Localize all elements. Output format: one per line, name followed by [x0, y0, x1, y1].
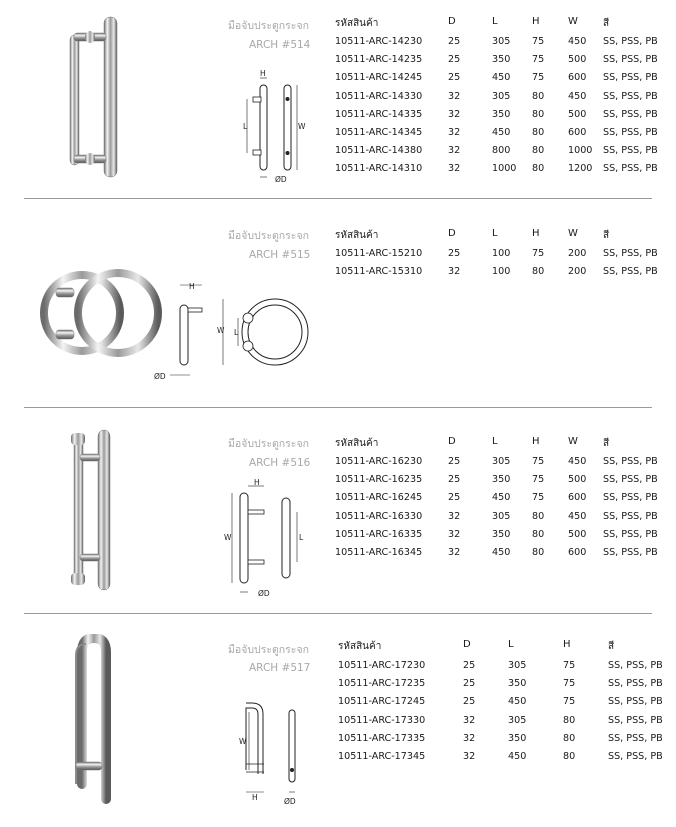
cell-h: 80 — [532, 510, 545, 522]
cell-color: SS, PSS, PB — [603, 145, 658, 157]
cell-color: SS, PSS, PB — [603, 90, 658, 102]
cell-color: SS, PSS, PB — [608, 714, 663, 726]
cell-w: 450 — [568, 510, 587, 522]
cell-code: 10511-ARC-14235 — [335, 54, 423, 66]
cell-l: 450 — [492, 127, 511, 138]
column-header: W — [568, 228, 578, 239]
product-model-name: ARCH #515 — [249, 249, 311, 261]
column-header: H — [563, 639, 571, 650]
cell-code: 10511-ARC-17235 — [338, 678, 426, 690]
cell-l: 800 — [492, 145, 511, 157]
cell-d: 25 — [448, 456, 461, 467]
product-category-title: มือจับประตูกระจก — [228, 20, 309, 32]
column-header: สี — [603, 438, 610, 449]
cell-w: 450 — [568, 36, 587, 47]
cell-h: 80 — [532, 108, 545, 120]
cell-d: 32 — [463, 751, 476, 762]
cell-color: SS, PSS, PB — [603, 36, 658, 47]
cell-color: SS, PSS, PB — [608, 660, 663, 671]
cell-d: 32 — [448, 547, 461, 558]
cell-code: 10511-ARC-16335 — [335, 528, 423, 540]
section-divider — [24, 198, 652, 199]
cell-color: SS, PSS, PB — [603, 510, 658, 522]
cell-w: 450 — [568, 90, 587, 102]
dimension-diagram-arch-517 — [232, 700, 312, 810]
cell-h: 80 — [532, 528, 545, 540]
cell-d: 25 — [463, 696, 476, 708]
column-header: L — [492, 436, 498, 447]
cell-l: 450 — [508, 696, 527, 708]
cell-code: 10511-ARC-14330 — [335, 90, 423, 102]
column-header: W — [568, 436, 578, 447]
cell-d: 25 — [463, 660, 476, 671]
product-photo-arch-516 — [68, 428, 118, 593]
column-header: W — [568, 16, 578, 27]
product-photo-arch-515 — [40, 258, 162, 368]
diagram-label-h: H — [252, 793, 258, 802]
dimension-diagram-arch-516 — [222, 478, 312, 603]
cell-color: SS, PSS, PB — [603, 266, 658, 278]
cell-h: 80 — [532, 163, 545, 175]
diagram-label-w: W — [217, 326, 225, 335]
cell-l: 350 — [492, 474, 511, 486]
product-photo-arch-514 — [60, 15, 135, 180]
cell-d: 32 — [448, 145, 461, 157]
diagram-label-d: ØD — [258, 589, 270, 598]
cell-color: SS, PSS, PB — [608, 732, 663, 744]
cell-code: 10511-ARC-14245 — [335, 72, 423, 84]
column-header: รหัสสินค้า — [338, 641, 382, 652]
cell-color: SS, PSS, PB — [608, 696, 663, 708]
dimension-diagram-arch-514 — [235, 65, 310, 185]
cell-color: SS, PSS, PB — [603, 528, 658, 540]
cell-l: 100 — [492, 248, 511, 259]
cell-code: 10511-ARC-17330 — [338, 714, 426, 726]
cell-code: 10511-ARC-16245 — [335, 492, 423, 504]
cell-h: 75 — [532, 456, 545, 467]
column-header: H — [532, 228, 540, 239]
diagram-label-w: W — [239, 737, 247, 746]
cell-d: 32 — [448, 266, 461, 278]
cell-code: 10511-ARC-14335 — [335, 108, 423, 120]
cell-code: 10511-ARC-14380 — [335, 145, 423, 157]
cell-h: 80 — [532, 145, 545, 157]
cell-color: SS, PSS, PB — [608, 751, 663, 762]
diagram-label-l: L — [234, 328, 239, 337]
cell-color: SS, PSS, PB — [603, 163, 658, 175]
column-header: สี — [603, 230, 610, 241]
cell-d: 32 — [448, 510, 461, 522]
cell-d: 32 — [448, 90, 461, 102]
diagram-label-w: W — [224, 533, 232, 542]
cell-l: 305 — [508, 660, 527, 671]
cell-d: 32 — [463, 714, 476, 726]
column-header: L — [492, 228, 498, 239]
cell-color: SS, PSS, PB — [603, 474, 658, 486]
column-header: D — [448, 436, 456, 447]
cell-l: 305 — [492, 510, 511, 522]
cell-w: 600 — [568, 547, 587, 558]
product-category-title: มือจับประตูกระจก — [228, 438, 309, 450]
cell-w: 600 — [568, 72, 587, 84]
cell-w: 200 — [568, 266, 587, 278]
cell-h: 75 — [532, 36, 545, 47]
cell-code: 10511-ARC-17345 — [338, 751, 426, 762]
cell-d: 25 — [448, 72, 461, 84]
cell-code: 10511-ARC-16330 — [335, 510, 423, 522]
column-header: รหัสสินค้า — [335, 18, 379, 29]
cell-w: 500 — [568, 108, 587, 120]
column-header: D — [463, 639, 471, 650]
cell-h: 80 — [532, 127, 545, 138]
cell-l: 350 — [508, 678, 527, 690]
cell-code: 10511-ARC-17245 — [338, 696, 426, 708]
column-header: D — [448, 16, 456, 27]
cell-h: 80 — [563, 751, 576, 762]
cell-h: 80 — [532, 266, 545, 278]
diagram-label-d: ØD — [275, 175, 287, 184]
cell-h: 80 — [563, 714, 576, 726]
cell-w: 600 — [568, 127, 587, 138]
cell-l: 305 — [492, 36, 511, 47]
column-header: H — [532, 436, 540, 447]
column-header: สี — [608, 641, 615, 652]
cell-d: 32 — [463, 732, 476, 744]
cell-color: SS, PSS, PB — [603, 108, 658, 120]
product-photo-arch-517 — [66, 634, 121, 804]
section-divider — [24, 613, 652, 614]
cell-l: 305 — [508, 714, 527, 726]
cell-color: SS, PSS, PB — [603, 127, 658, 138]
column-header: H — [532, 16, 540, 27]
diagram-label-w: W — [298, 122, 306, 131]
cell-l: 450 — [492, 547, 511, 558]
cell-h: 80 — [532, 90, 545, 102]
cell-color: SS, PSS, PB — [603, 547, 658, 558]
cell-color: SS, PSS, PB — [603, 248, 658, 259]
section-divider — [24, 407, 652, 408]
cell-l: 1000 — [492, 163, 517, 175]
diagram-label-d: ØD — [154, 372, 166, 381]
product-model-name: ARCH #514 — [249, 39, 311, 51]
cell-h: 75 — [563, 660, 576, 671]
cell-l: 305 — [492, 456, 511, 467]
cell-h: 75 — [532, 54, 545, 66]
cell-d: 25 — [448, 474, 461, 486]
cell-color: SS, PSS, PB — [603, 54, 658, 66]
cell-h: 75 — [532, 492, 545, 504]
cell-d: 32 — [448, 108, 461, 120]
cell-w: 450 — [568, 456, 587, 467]
diagram-label-d: ØD — [284, 797, 296, 806]
cell-l: 350 — [508, 732, 527, 744]
cell-code: 10511-ARC-16235 — [335, 474, 423, 486]
diagram-label-l: L — [243, 122, 248, 131]
cell-code: 10511-ARC-14310 — [335, 163, 423, 175]
cell-code: 10511-ARC-17230 — [338, 660, 426, 671]
cell-l: 350 — [492, 528, 511, 540]
cell-d: 25 — [448, 492, 461, 504]
column-header: รหัสสินค้า — [335, 230, 379, 241]
cell-h: 75 — [563, 678, 576, 690]
diagram-label-h: H — [260, 69, 266, 78]
cell-code: 10511-ARC-14230 — [335, 36, 423, 47]
cell-l: 450 — [492, 72, 511, 84]
cell-h: 80 — [563, 732, 576, 744]
cell-w: 500 — [568, 528, 587, 540]
column-header: L — [492, 16, 498, 27]
cell-w: 1000 — [568, 145, 593, 157]
cell-l: 450 — [492, 492, 511, 504]
cell-code: 10511-ARC-14345 — [335, 127, 423, 138]
cell-d: 32 — [448, 528, 461, 540]
diagram-label-l: L — [299, 533, 304, 542]
column-header: สี — [603, 18, 610, 29]
cell-code: 10511-ARC-16230 — [335, 456, 423, 467]
cell-code: 10511-ARC-17335 — [338, 732, 426, 744]
column-header: รหัสสินค้า — [335, 438, 379, 449]
diagram-label-h: H — [254, 478, 260, 487]
cell-h: 75 — [563, 696, 576, 708]
cell-w: 200 — [568, 248, 587, 259]
cell-w: 500 — [568, 54, 587, 66]
column-header: D — [448, 228, 456, 239]
cell-code: 10511-ARC-16345 — [335, 547, 423, 558]
cell-w: 600 — [568, 492, 587, 504]
cell-color: SS, PSS, PB — [603, 456, 658, 467]
product-model-name: ARCH #516 — [249, 457, 311, 469]
cell-d: 25 — [463, 678, 476, 690]
cell-d: 25 — [448, 36, 461, 47]
dimension-diagram-arch-515 — [150, 275, 315, 385]
cell-l: 350 — [492, 108, 511, 120]
cell-h: 75 — [532, 474, 545, 486]
cell-d: 32 — [448, 163, 461, 175]
cell-w: 1200 — [568, 163, 593, 175]
cell-h: 75 — [532, 248, 545, 259]
product-category-title: มือจับประตูกระจก — [228, 644, 309, 656]
cell-code: 10511-ARC-15310 — [335, 266, 423, 278]
cell-h: 75 — [532, 72, 545, 84]
column-header: L — [508, 639, 514, 650]
cell-l: 350 — [492, 54, 511, 66]
cell-d: 25 — [448, 248, 461, 259]
cell-d: 25 — [448, 54, 461, 66]
cell-code: 10511-ARC-15210 — [335, 248, 423, 259]
cell-l: 305 — [492, 90, 511, 102]
cell-h: 80 — [532, 547, 545, 558]
cell-l: 100 — [492, 266, 511, 278]
product-model-name: ARCH #517 — [249, 662, 311, 674]
product-category-title: มือจับประตูกระจก — [228, 230, 309, 242]
cell-w: 500 — [568, 474, 587, 486]
cell-l: 450 — [508, 751, 527, 762]
cell-d: 32 — [448, 127, 461, 138]
diagram-label-h: H — [189, 282, 195, 291]
cell-color: SS, PSS, PB — [603, 72, 658, 84]
cell-color: SS, PSS, PB — [603, 492, 658, 504]
cell-color: SS, PSS, PB — [608, 678, 663, 690]
